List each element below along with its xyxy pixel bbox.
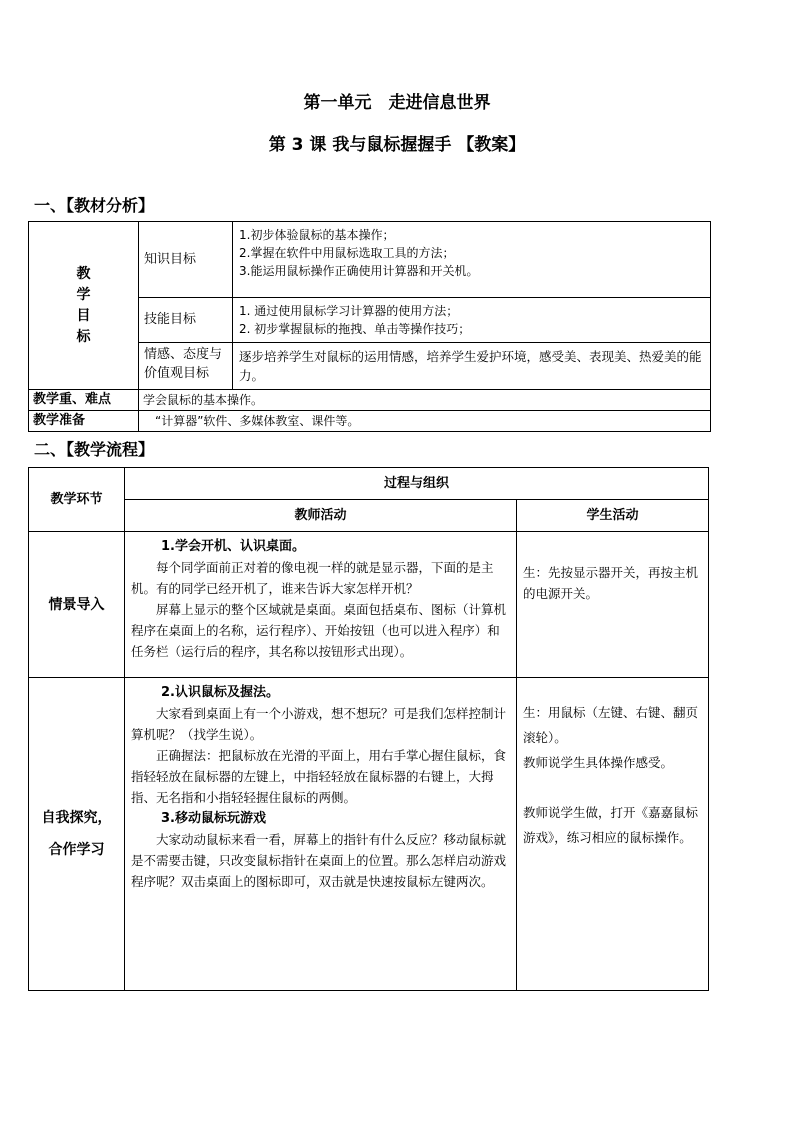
col-stage: 教学环节 <box>29 468 125 532</box>
analysis-table <box>28 221 711 432</box>
teacher-activity-explore: 2.认识鼠标及握法。 大家看到桌面上有一个小游戏，想不想玩？可是我们怎样控制计算机呢？（找学生说）。 正确握法：把鼠标放在光滑的平面上，用右手掌心握住鼠标，食指轻轻放在鼠标器的左键上，中指轻轻放在鼠标器的右键上，大拇指、无名指和小指轻轻握住鼠标的两侧。 3.移动鼠标玩游戏 大家动动鼠标来看一看，屏幕上的指针有什么反应？移动鼠标就是不需要击键，只改变鼠标指针在桌面上的位置。那么怎样启动游戏程序呢？双击桌面上的图标即可，双击就是快速按鼠标左键两次。 <box>125 678 517 991</box>
stage-explore: 自我探究， 合作学习 <box>29 678 125 991</box>
skill-items: 1. 通过使用鼠标学习计算器的使用方法； 2. 初步掌握鼠标的拖拽、单击等操作技巧； <box>233 298 711 343</box>
activity-heading: 3.移动鼠标玩游戏 <box>161 811 266 826</box>
activity-heading: 1.学会开机、认识桌面。 <box>161 539 305 554</box>
col-process: 过程与组织 <box>125 468 709 500</box>
page-title: 第一单元 走进信息世界 <box>303 93 491 113</box>
stage-intro: 情景导入 <box>29 532 125 678</box>
student-activity-intro: 生：先按显示器开关，再按主机的电源开关。 <box>517 532 709 678</box>
col-teacher: 教师活动 <box>125 500 517 532</box>
emotion-label: 情感、态度与价值观目标 <box>139 343 233 390</box>
knowledge-items: 1.初步体验鼠标的基本操作； 2.掌握在软件中用鼠标选取工具的方法； 3.能运用鼠标操作正确使用计算器和开关机。 <box>233 222 711 298</box>
section-heading-analysis: 一、【教材分析】 <box>34 196 155 215</box>
goal-label: 教 学 目 标 <box>29 222 139 390</box>
flow-table <box>28 467 709 991</box>
key-text: 学会鼠标的基本操作。 <box>139 390 711 411</box>
col-student: 学生活动 <box>517 500 709 532</box>
emotion-text: 逐步培养学生对鼠标的运用情感，培养学生爱护环境，感受美、表现美、热爱美的能力。 <box>233 343 711 390</box>
student-activity-explore: 生：用鼠标（左键、右键、翻页滚轮）。 教师说学生具体操作感受。 教师说学生做，打开《嘉嘉鼠标游戏》，练习相应的鼠标操作。 <box>517 678 709 991</box>
section-heading-flow: 二、【教学流程】 <box>34 440 155 459</box>
prep-label: 教学准备 <box>29 411 139 432</box>
key-label: 教学重、难点 <box>29 390 139 411</box>
activity-heading: 2.认识鼠标及握法。 <box>161 685 279 700</box>
skill-label: 技能目标 <box>139 298 233 343</box>
lesson-title: 第 3 课 我与鼠标握握手 【教案】 <box>268 135 526 155</box>
prep-text: “计算器”软件、多媒体教室、课件等。 <box>139 411 711 432</box>
teacher-activity-intro: 1.学会开机、认识桌面。 每个同学面前正对着的像电视一样的就是显示器，下面的是主机。有的同学已经开机了，谁来告诉大家怎样开机？ 屏幕上显示的整个区域就是桌面。桌面包括桌布、图标（计算机程序在桌面上的名称，运行程序）、开始按钮（也可以进入程序）和任务栏（运行后的程序，其名称以按钮形式出现）。 <box>125 532 517 678</box>
knowledge-label: 知识目标 <box>139 222 233 298</box>
